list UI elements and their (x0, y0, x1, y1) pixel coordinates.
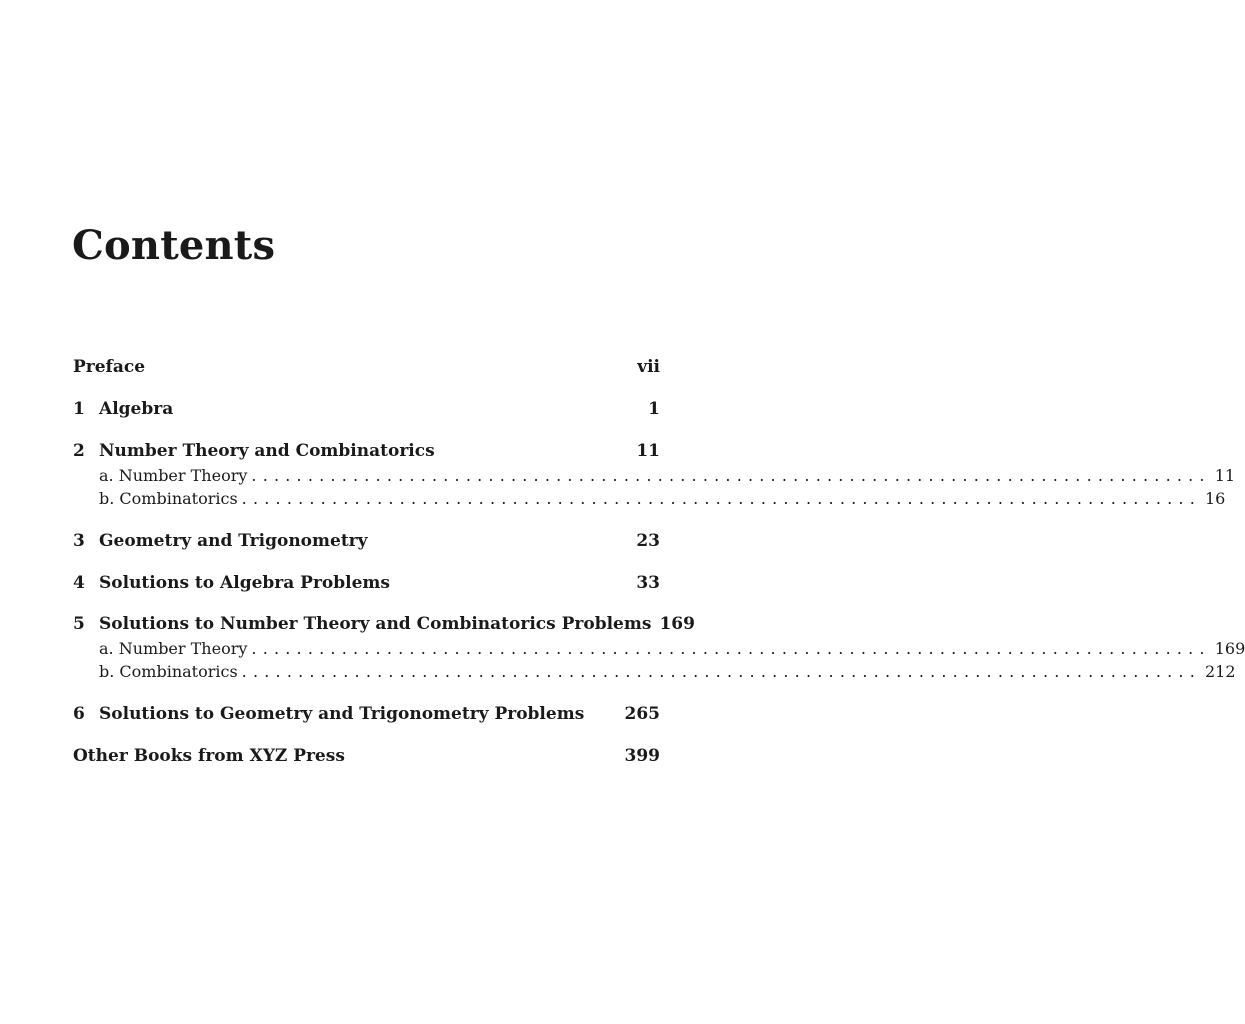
toc-entry-preface[interactable] (73, 355, 660, 379)
chapter-title: Solutions to Number Theory and Combinatorics Problems (99, 614, 652, 634)
chapter-title: Algebra (99, 399, 174, 419)
dot-leader: ..................................................................................... (251, 639, 1211, 658)
page-title: Contents (72, 222, 276, 269)
toc-section-2b[interactable] (99, 488, 1226, 510)
toc-section-5a[interactable] (99, 638, 1245, 660)
toc-chapter-4[interactable] (73, 571, 660, 595)
section-title: a. Number Theory (99, 639, 248, 658)
chapter-page: 169 (659, 614, 695, 634)
chapter-page: 33 (636, 573, 660, 593)
chapter-page: 23 (636, 531, 660, 551)
chapter-number: 4 (73, 573, 85, 593)
toc-entry-title: Other Books from XYZ Press (73, 746, 345, 766)
chapter-number: 6 (73, 704, 85, 724)
chapter-number: 5 (73, 614, 85, 634)
chapter-title: Solutions to Geometry and Trigonometry Problems (99, 704, 585, 724)
chapter-title: Geometry and Trigonometry (99, 531, 368, 551)
toc-entry-page: vii (637, 357, 660, 377)
chapter-title: Number Theory and Combinatorics (99, 441, 435, 461)
section-title: b. Combinatorics (99, 489, 238, 508)
dot-leader: ..................................................................................... (251, 466, 1211, 485)
chapter-number: 2 (73, 441, 85, 461)
toc-chapter-1[interactable] (73, 397, 660, 421)
dot-leader: ..................................................................................... (241, 489, 1201, 508)
section-page: 11 (1214, 466, 1236, 485)
toc-chapter-2[interactable] (73, 439, 660, 463)
toc-entry-page: 399 (624, 746, 660, 766)
toc-chapter-5[interactable] (73, 612, 695, 636)
section-page: 16 (1204, 489, 1226, 508)
chapter-number: 1 (73, 399, 85, 419)
toc-entry-title: Preface (73, 357, 146, 377)
chapter-page: 11 (636, 441, 660, 461)
dot-leader: ..................................................................................... (241, 662, 1201, 681)
toc-entry-other-books[interactable] (73, 744, 660, 768)
chapter-title: Solutions to Algebra Problems (99, 573, 390, 593)
section-title: b. Combinatorics (99, 662, 238, 681)
section-title: a. Number Theory (99, 466, 248, 485)
section-page: 212 (1204, 662, 1236, 681)
chapter-page: 1 (648, 399, 660, 419)
chapter-number: 3 (73, 531, 85, 551)
toc-chapter-6[interactable] (73, 702, 660, 726)
toc-section-5b[interactable] (99, 661, 1236, 683)
section-page: 169 (1214, 639, 1245, 658)
toc-section-2a[interactable] (99, 465, 1236, 487)
toc-chapter-3[interactable] (73, 529, 660, 553)
chapter-page: 265 (624, 704, 660, 724)
